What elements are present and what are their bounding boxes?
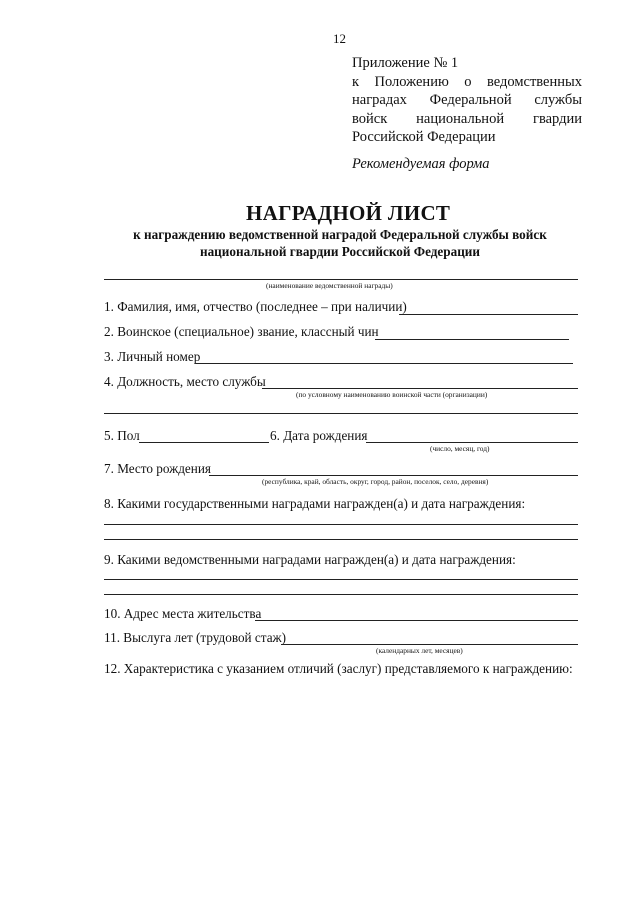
field-dept-awards-label: 9. Какими ведомственными наградами награжден(а) и дата награждения: <box>104 552 516 567</box>
field-personal-number-line[interactable] <box>196 363 573 364</box>
field-address-line[interactable] <box>255 620 578 621</box>
field-position-line-2[interactable] <box>104 413 578 414</box>
field-birth-place-line[interactable] <box>209 475 578 476</box>
appendix-block <box>352 54 582 147</box>
field-position-line[interactable] <box>262 388 578 389</box>
form-subtitle-line-1: к награждению ведомственной наградой Федеральной службы войск <box>133 227 547 242</box>
field-personal-number-label: 3. Личный номер <box>104 349 201 364</box>
field-full-name-line[interactable] <box>399 314 578 315</box>
field-state-awards-line-2[interactable] <box>104 539 578 540</box>
field-rank-line[interactable] <box>375 339 569 340</box>
field-dept-awards-line-1[interactable] <box>104 579 578 580</box>
appendix-line-1: к Положению о ведомственных <box>352 73 582 90</box>
field-birth-place-label: 7. Место рождения <box>104 461 211 476</box>
recommended-form-label: Рекомендуемая форма <box>352 156 490 172</box>
field-state-awards-label: 8. Какими государственными наградами награжден(а) и дата награждения: <box>104 496 526 511</box>
field-characteristics-label: 12. Характеристика с указанием отличий (заслуг) представляемого к награждению: <box>104 661 573 676</box>
field-birth-date-label: 6. Дата рождения <box>270 428 368 443</box>
field-rank-label: 2. Воинское (специальное) звание, классный чин <box>104 324 379 339</box>
page-number: 12 <box>333 31 346 46</box>
field-birth-place-caption: (республика, край, область, округ, город, район, поселок, село, деревня) <box>262 477 489 486</box>
field-service-length-line[interactable] <box>281 644 578 645</box>
appendix-title: Приложение № 1 <box>352 55 459 71</box>
field-full-name-label: 1. Фамилия, имя, отчество (последнее – при наличии) <box>104 299 407 314</box>
field-service-length-caption: (календарных лет, месяцев) <box>376 646 463 655</box>
field-address-label: 10. Адрес места жительства <box>104 606 262 621</box>
appendix-line-3: войск национальной гвардии <box>352 110 582 127</box>
field-birth-date-caption: (число, месяц, год) <box>430 444 490 453</box>
form-subtitle-line-2: национальной гвардии Российской Федерации <box>199 244 481 259</box>
form-subtitle <box>105 226 575 260</box>
field-dept-awards-line-2[interactable] <box>104 594 578 595</box>
award-name-caption: (наименование ведомственной награды) <box>266 281 393 290</box>
field-service-length-label: 11. Выслуга лет (трудовой стаж) <box>104 630 287 645</box>
field-position-label: 4. Должность, место службы <box>104 374 266 389</box>
field-sex-line[interactable] <box>139 442 269 443</box>
field-position-caption: (по условному наименованию воинской части (организации) <box>296 390 488 399</box>
field-state-awards-line-1[interactable] <box>104 524 578 525</box>
field-sex-label: 5. Пол <box>104 428 140 443</box>
appendix-line-2: наградах Федеральной службы <box>352 92 582 108</box>
form-title: НАГРАДНОЙ ЛИСТ <box>246 201 451 225</box>
appendix-line-4: Российской Федерации <box>352 129 496 145</box>
field-birth-date-line[interactable] <box>366 442 578 443</box>
award-name-line[interactable] <box>104 279 578 280</box>
